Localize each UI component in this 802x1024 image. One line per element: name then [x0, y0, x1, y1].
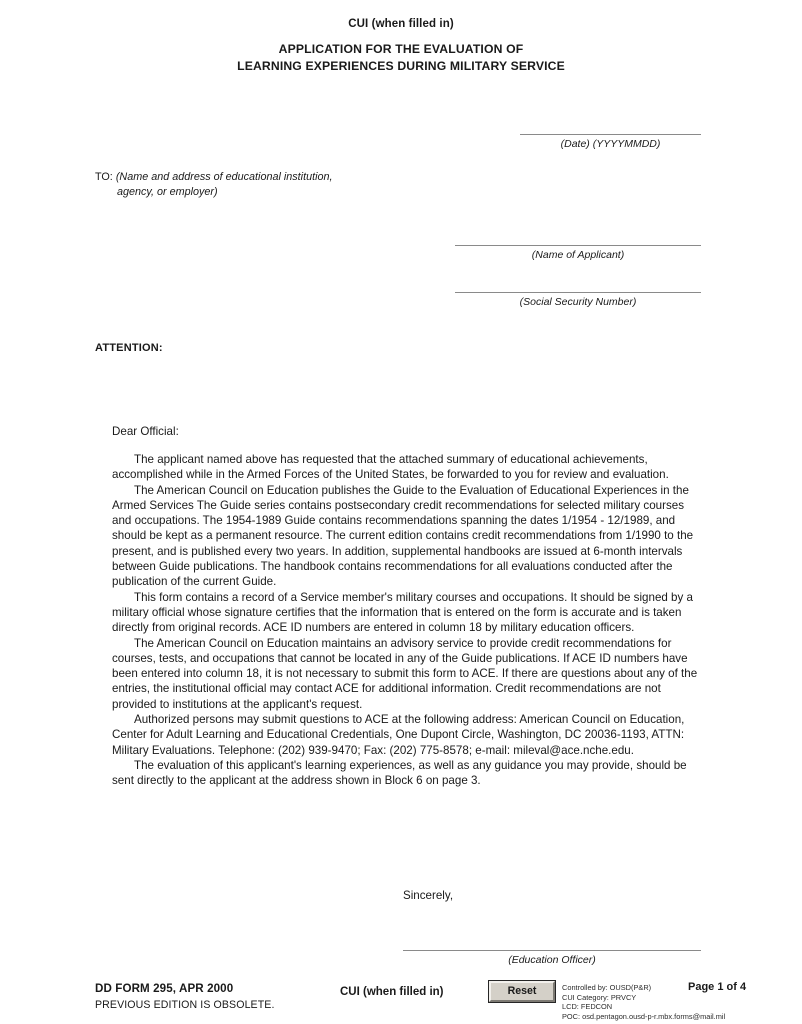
letter-paragraph: Authorized persons may submit questions to ACE at the following address: American Council on Education, Center for Adult Learning and Educational Credentials, One Dupont Circle, Washington, DC 20036-1193, ATTN: Military Evaluations. Telephone: (202) 939-9470; Fax: (202) 775-8578; e-mail: mileval@ace.nche.edu. [112, 713, 685, 757]
letter-body [112, 452, 698, 789]
poc-text: POC: osd.pentagon.ousd-p-r.mbx.forms@mail.mil [562, 1011, 726, 1021]
form-title-line-1: APPLICATION FOR THE EVALUATION OF [278, 42, 524, 56]
controlled-by-text: Controlled by: OUSD(P&R) [562, 983, 652, 992]
education-officer-caption: (Education Officer) [508, 954, 596, 966]
letter-paragraph: The American Council on Education maintains an advisory service to provide credit recommendations for courses, tests, and occupations that cannot be located in any of the Guide publications. If ACE ID numbers have been entered into column 18, it is not necessary to submit this form to ACE. If there are questions about any of the entries, the institutional official may contact ACE for additional information. Credit recommendations are not provided to institutions at the applicant's request. [112, 636, 698, 711]
ssn-caption: (Social Security Number) [519, 296, 637, 308]
page-title [0, 41, 802, 75]
cui-banner-bottom: CUI (when filled in) [340, 986, 444, 998]
closing-salutation: Sincerely, [403, 889, 454, 902]
salutation: Dear Official: [112, 425, 179, 438]
attention-label: ATTENTION: [95, 342, 163, 354]
cui-banner-top: CUI (when filled in) [348, 18, 454, 30]
letter-paragraph: The evaluation of this applicant's learning experiences, as well as any guidance you may provide, should be sent directly to the applicant at the address shown in Block 6 on page 3. [112, 758, 687, 788]
page-number: Page 1 of 4 [688, 981, 747, 993]
cui-category-text: CUI Category: PRVCY [562, 992, 637, 1002]
letter-paragraph: The applicant named above has requested that the attached summary of educational achievements, accomplished while in the Armed Forces of the United States, be forwarded to you for review and evaluation. [112, 453, 669, 482]
date-field-caption: (Date) (YYYYMMDD) [560, 138, 661, 150]
form-title-line-2: LEARNING EXPERIENCES DURING MILITARY SERVICE [237, 59, 565, 73]
to-block [95, 170, 395, 199]
to-label: TO: [95, 171, 113, 183]
ssn-rule-line [455, 292, 701, 293]
to-description-line-1: (Name and address of educational institution, [115, 171, 333, 183]
applicant-name-caption: (Name of Applicant) [531, 249, 625, 261]
form-identifier: DD FORM 295, APR 2000 [95, 982, 234, 995]
letter-paragraph: The American Council on Education publishes the Guide to the Evaluation of Educational Experiences in the Armed Services The Guide series contains postsecondary credit recommendations for selected military courses and occupations. The 1954-1989 Guide contains recommendations spanning the dates 1/1954 - 12/1989, and should be kept as a permanent resource. The current edition contains credit recommendations from 1/1990 to the present, and is published every two years. In addition, supplemental handbooks are issued at 6-month intervals between Guide publications. The handbook contains recommendations for all evaluations conducted after the publication of the current Guide. [112, 483, 694, 589]
letter-paragraph: This form contains a record of a Service member's military courses and occupations. It should be signed by a military official whose signature certifies that the information that is entered on the form is accurate and is taken directly from original records. ACE ID numbers are entered in column 18 by military education officers. [112, 590, 693, 635]
previous-edition-notice: PREVIOUS EDITION IS OBSOLETE. [95, 999, 275, 1011]
lcd-text: LCD: FEDCON [562, 1002, 613, 1012]
applicant-name-rule-line [455, 245, 701, 246]
date-rule-line [520, 134, 701, 135]
to-description-line-2: agency, or employer) [117, 185, 218, 198]
education-officer-rule-line [403, 950, 701, 951]
reset-button[interactable]: Reset [489, 981, 555, 1002]
